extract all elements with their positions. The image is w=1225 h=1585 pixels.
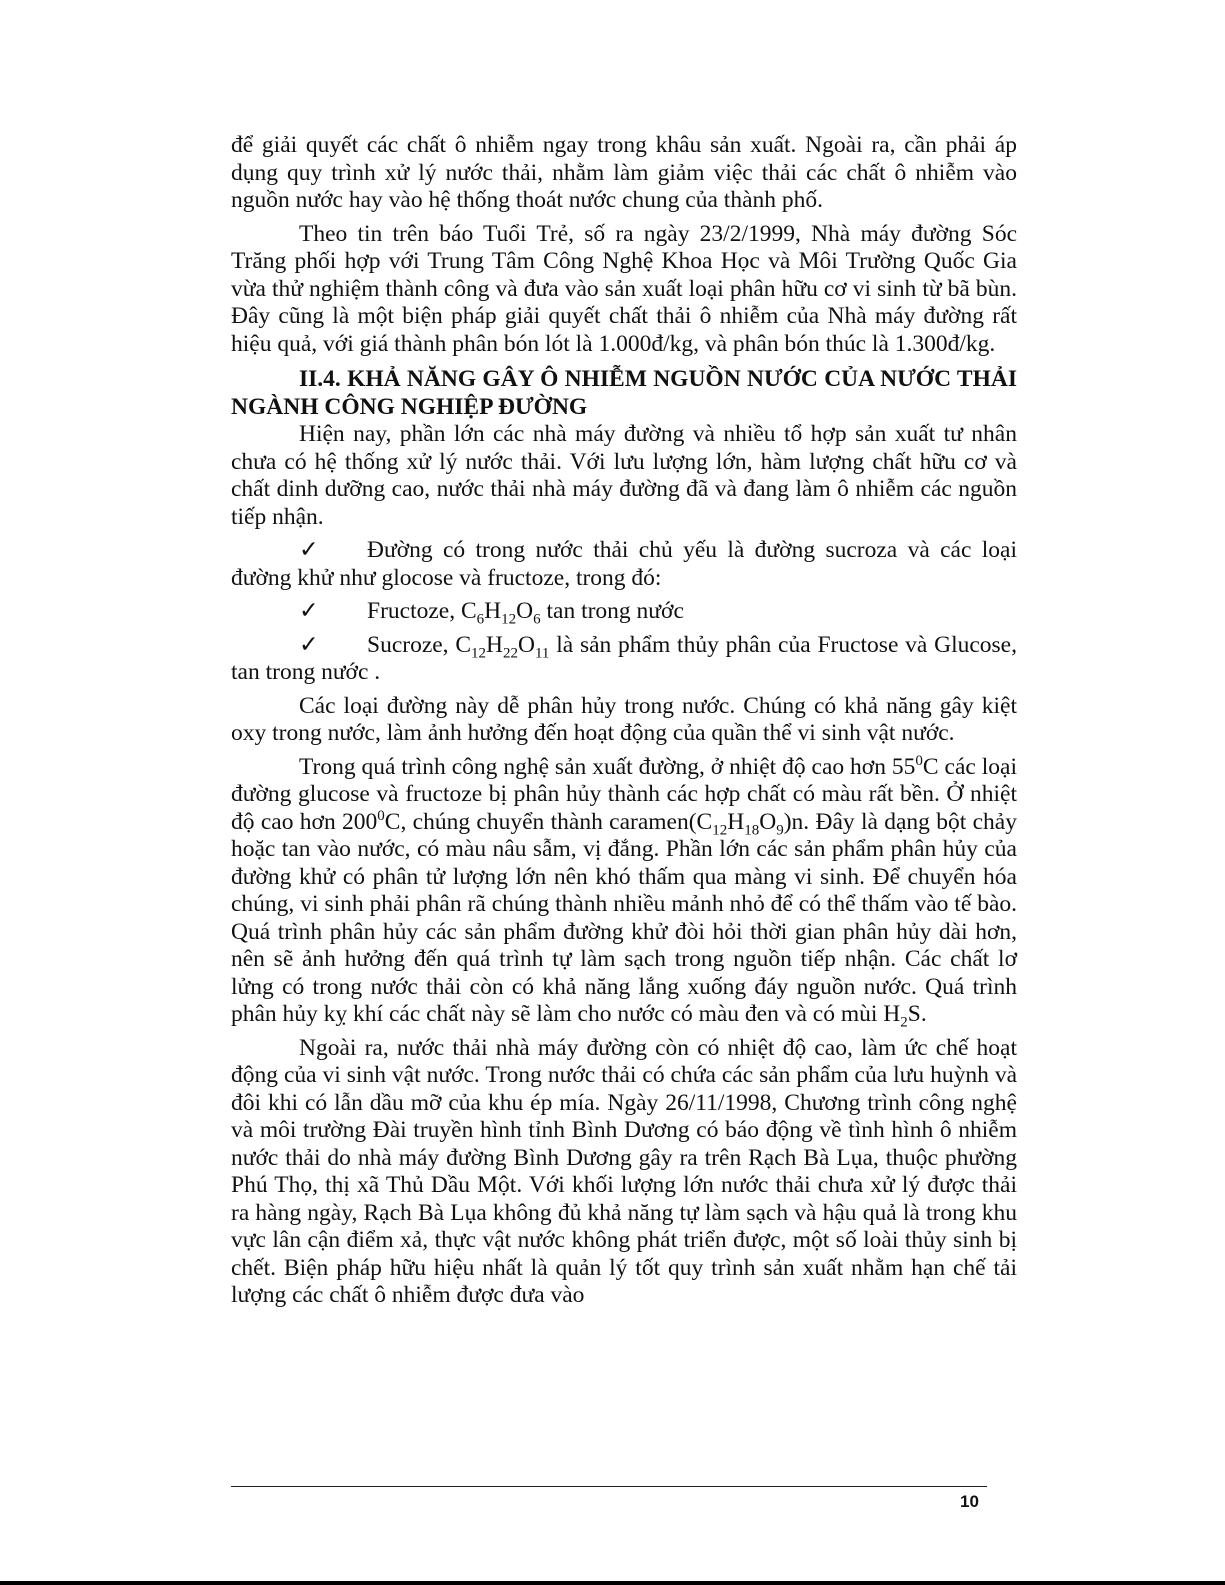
paragraph-intro: để giải quyết các chất ô nhiễm ngay trong khâu sản xuất. Ngoài ra, cần phải áp dụng quy trình xử lý nước thải, nhằm làm giảm việc thải các chất ô nhiễm vào nguồn nước hay vào hệ thống thoát nước chung của thành phố. [231,132,1017,213]
check-item-sucroze: ✓ Sucroze, $C_{12}H_{22}O_{11}$ là sản phẩm thủy phân của Fructose và Glucose, tan trong nước . [231,631,1017,685]
footer-divider [231,1486,987,1487]
page-number: 10 [960,1492,979,1511]
paragraph-decomposition: Các loại đường này dễ phân hủy trong nước. Chúng có khả năng gây kiệt oxy trong nước, làm ảnh hưởng đến hoạt động của quần thể vi sinh vật nước. [231,692,1017,746]
check-icon: ✓ [299,631,319,658]
paragraph-soc-trang: Theo tin trên báo Tuổi Trẻ, số ra ngày 23/2/1999, Nhà máy đường Sóc Trăng phối hợp với Trung Tâm Công Nghệ Khoa Học và Môi Trường Quốc Gia vừa thử nghiệm thành công và đưa vào sản xuất loại phân hữu cơ vi sinh từ bã bùn. Đây cũng là một biện pháp giải quyết chất thải ô nhiễm của Nhà máy đường rất hiệu quả, với giá thành phân bón lót là 1.000đ/kg, và phân bón thúc là 1.300đ/kg. [231,220,1017,357]
check-icon: ✓ [299,537,319,563]
check-item-text: Đường có trong nước thải chủ yếu là đường sucroza và các loại đường khử như glocose và fructoze, trong đó: [231,537,1017,591]
paragraph-caramen: Trong quá trình công nghệ sản xuất đường, ở nhiệt độ cao hơn $55^0C$ các loại đường glucose và fructoze bị phân hủy thành các hợp chất có màu rất bền. Ở nhiệt độ cao hơn $200^0C$, chúng chuyển thành $caramen(C_{12}H_{18}O_9)n$. Đây là dạng bột chảy hoặc tan vào nước, có màu nâu sẫm, vị đắng. Phần lớn các sản phẩm phân hủy của đường khử có phân tử lượng lớn nên khó thấm qua màng vi sinh. Để chuyển hóa chúng, vi sinh phải phân rã chúng thành nhiều mảnh nhỏ để có thể thấm vào tế bào. Quá trình phân hủy các sản phẩm đường khử đòi hỏi thời gian phân hủy dài hơn, nên sẽ ảnh hưởng đến quá trình tự làm sạch trong nguồn tiếp nhận. Các chất lơ lửng có trong nước thải còn có khả năng lắng xuống đáy nguồn nước. Quá trình phân hủy kỵ khí các chất này sẽ làm cho nước có màu đen và có mùi $H_2S$. [231,752,1017,1031]
bottom-edge-bar [0,1581,1225,1585]
paragraph-binh-duong: Ngoài ra, nước thải nhà máy đường còn có nhiệt độ cao, làm ức chế hoạt động của vi sinh vật nước. Trong nước thải có chứa các sản phẩm của lưu huỳnh và đôi khi có lẫn dầu mỡ của khu ép mía. Ngày 26/11/1998, Chương trình công nghệ và môi trường Đài truyền hình tỉnh Bình Dương có báo động về tình hình ô nhiễm nước thải do nhà máy đường Bình Dương gây ra trên Rạch Bà Lụa, thuộc phường Phú Thọ, thị xã Thủ Dầu Một. Với khối lượng lớn nước thải chưa xử lý được thải ra hàng ngày, Rạch Bà Lụa không đủ khả năng tự làm sạch và hậu quả là trong khu vực lân cận điểm xả, thực vật nước không phát triển được, một số loài thủy sinh bị chết. Biện pháp hữu hiệu nhất là quản lý tốt quy trình sản xuất nhằm hạn chế tải lượng các chất ô nhiễm được đưa vào [231,1034,1017,1308]
paragraph-overview: Hiện nay, phần lớn các nhà máy đường và nhiều tổ hợp sản xuất tư nhân chưa có hệ thống xử lý nước thải. Với lưu lượng lớn, hàm lượng chất hữu cơ và chất dinh dưỡng cao, nước thải nhà máy đường đã và đang làm ô nhiễm các nguồn tiếp nhận. [231,421,1017,530]
check-item-sugars [231,537,1017,592]
section-heading: II.4. KHẢ NĂNG GÂY Ô NHIỄM NGUỒN NƯỚC CỦA NƯỚC THẢI NGÀNH CÔNG NGHIỆP ĐƯỜNG [231,366,1017,420]
check-item-fructoze: ✓ Fructoze, $C_6H_{12}O_6$ tan trong nước [299,598,684,628]
document-body [231,132,1017,1310]
check-icon: ✓ [299,598,319,624]
